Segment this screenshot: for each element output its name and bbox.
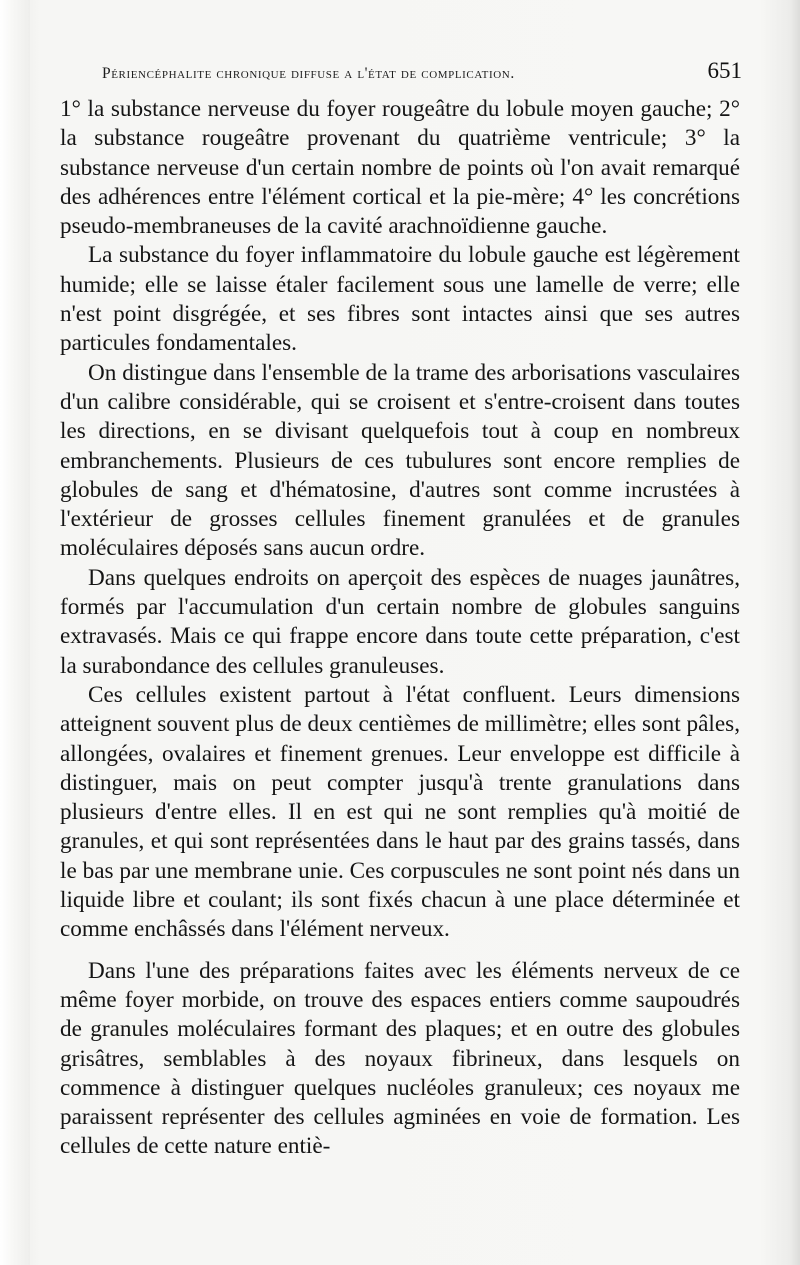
page-binding-edge xyxy=(0,0,30,1265)
paragraph-4: Dans quelques endroits on aperçoit des espèces de nuages jaunâtres, formés par l'accumulation d'un certain nombre de globules sanguins extravasés. Mais ce qui frappe encore dans toute cette préparation, c'est la surabondance des cellules granuleuses. xyxy=(60,564,740,679)
running-header xyxy=(102,58,742,88)
paragraph-6: Dans l'une des préparations faites avec les éléments nerveux de ce même foyer morbide, on trouve des espaces entiers comme saupoudrés de granules moléculaires formant des plaques; et en outre des globules grisâtres, semblables à des noyaux fibrineux, dans lesquels on commence à distinguer quelques nucléoles granuleux; ces noyaux me paraissent représenter des cellules agminées en voie de formation. Les cellules de cette nature entiè- xyxy=(60,957,740,1160)
paragraph-3: On distingue dans l'ensemble de la trame des arborisations vasculaires d'un calibre considérable, qui se croisent et s'entre-croisent dans toutes les directions, en se divisant quelquefois tout à coup en nombreux embranchements. Plusieurs de ces tubulures sont encore remplies de globules de sang et d'hématosine, d'autres sont comme incrustées à l'extérieur de grosses cellules finement granulées et de granules moléculaires déposés sans aucun ordre. xyxy=(60,359,740,562)
paragraph-1: 1° la substance nerveuse du foyer rougeâtre du lobule moyen gauche; 2° la substance rougeâtre provenant du quatrième ventricule; 3° la substance nerveuse d'un certain nombre de points où l'on avait remarqué des adhérences entre l'élément cortical et la pie-mère; 4° les concrétions pseudo-membraneuses de la cavité arachnoïdienne gauche. xyxy=(60,96,740,240)
body-text xyxy=(60,95,740,1162)
page-number: 651 xyxy=(707,58,742,83)
paragraph-5: Ces cellules existent partout à l'état confluent. Leurs dimensions atteignent souvent plus de deux centièmes de millimètre; elles sont pâles, allongées, ovalaires et finement grenues. Leur enveloppe est difficile à distinguer, mais on peut compter jusqu'à trente granulations dans plusieurs d'entre elles. Il en est qui ne sont remplies qu'à moitié de granules, et qui sont représentées dans le haut par des grains tassés, dans le bas par une membrane unie. Ces corpuscules ne sont point nés dans un liquide libre et coulant; ils sont fixés chacun à une place déterminée et comme enchâssés dans l'élément nerveux. xyxy=(60,681,740,943)
paragraph-2: La substance du foyer inflammatoire du lobule gauche est légèrement humide; elle se laisse étaler facilement sous une lamelle de verre; elle n'est point disgrégée, et ses fibres sont intactes ainsi que ses autres particules fondamentales. xyxy=(60,242,740,357)
running-title: Périencéphalite chronique diffuse a l'état de complication. xyxy=(102,65,515,82)
